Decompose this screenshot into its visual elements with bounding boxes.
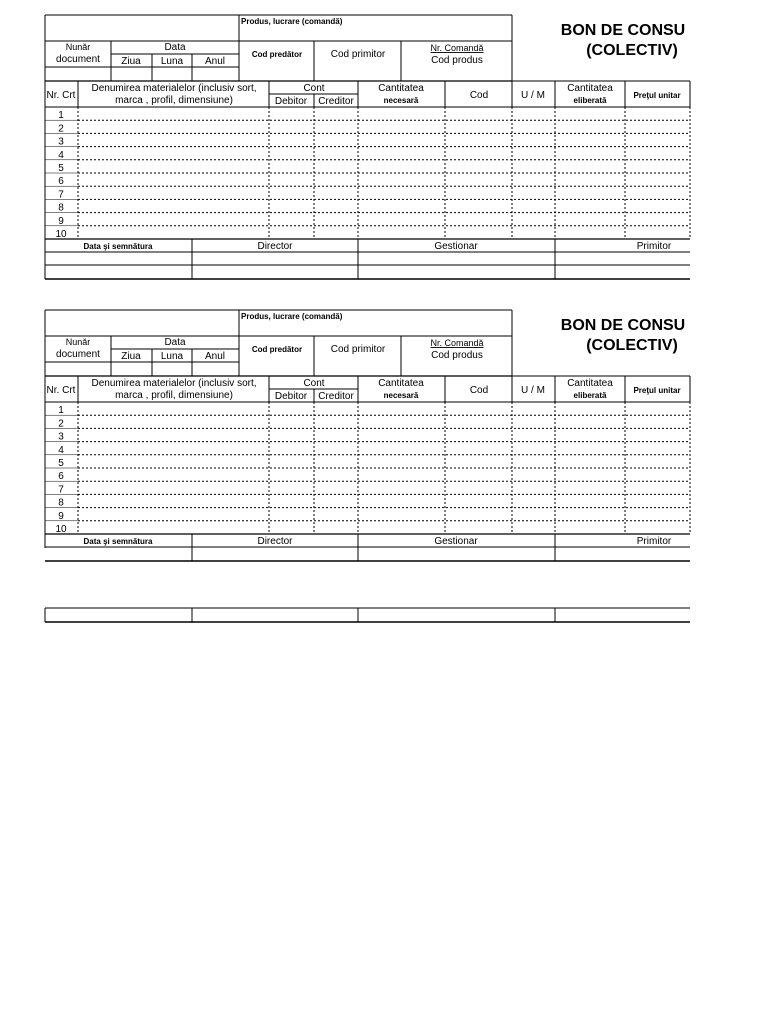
form2-unit-price-header: Preţul unitar [633, 386, 681, 395]
form1-unit-price-header: Preţul unitar [633, 91, 681, 100]
form1-code-header: Cod [469, 90, 489, 101]
form2-qty-released-header: Cantitatea [567, 378, 613, 389]
form1-day-label: Ziua [121, 56, 141, 67]
form1-manager-label: Gestionar [434, 241, 478, 252]
form2-date-signature-label: Data şi semnătura [83, 537, 153, 546]
form1-year-label: Anul [204, 56, 226, 67]
form2-product-label: Produs, lucrare (comandă) [241, 312, 343, 321]
form2-qty-needed-header: Cantitatea [378, 378, 424, 389]
form2-row-number: 6 [58, 471, 64, 483]
consumption-voucher-form-1 [45, 15, 690, 279]
form2-unit-header: U / M [521, 385, 545, 396]
form1-receiver-code-label: Cod primitor [330, 49, 386, 60]
form2-row-number: 5 [58, 458, 64, 469]
form1-qty-needed-header: Cantitatea [378, 83, 424, 94]
form2-row-number: 2 [58, 418, 64, 430]
form2-debit-header: Debitor [274, 391, 308, 402]
form1-row-number: 4 [58, 149, 64, 161]
form2-row-number: 1 [58, 405, 64, 417]
form2-row-number: 10 [55, 524, 67, 535]
form1-row-number: 7 [58, 189, 64, 201]
form1-qty-needed-header-2: necesară [383, 96, 419, 105]
form1-row-number: 1 [58, 110, 64, 122]
form1-sender-code-label: Cod predător [251, 50, 303, 59]
form2-sender-code-label: Cod predător [251, 345, 303, 354]
form2-row-number-header: Nr. Crt [46, 385, 76, 396]
form1-recipient-label: Primitor [636, 241, 672, 252]
form1-row-number: 10 [55, 229, 67, 240]
form1-product-label: Produs, lucrare (comandă) [241, 17, 343, 26]
form2-day-label: Ziua [121, 351, 141, 362]
form2-materials-header: Denumirea materialelor (inclusiv sort, [91, 378, 257, 389]
form1-title-line-2: (COLECTIV) [586, 42, 678, 59]
form2-date-label: Data [164, 337, 186, 348]
form2-year-label: Anul [204, 351, 226, 362]
form1-row-number: 8 [58, 202, 64, 214]
form1-product-code-label: Cod produs [431, 55, 483, 66]
form1-title-line-1: BON DE CONSU [560, 22, 686, 39]
form1-director-label: Director [257, 241, 293, 252]
form2-director-label: Director [257, 536, 293, 547]
form2-order-number-label: Nr. Comandă [430, 338, 484, 348]
footer-strip [45, 608, 690, 622]
form2-title-line-2: (COLECTIV) [586, 337, 678, 354]
form1-row-number: 6 [58, 176, 64, 188]
form1-date-signature-label: Data şi semnătura [83, 242, 153, 251]
form2-qty-needed-header-2: necesară [383, 391, 419, 400]
form2-receiver-code-label: Cod primitor [330, 344, 386, 355]
consumption-voucher-form-2 [45, 310, 690, 561]
form2-credit-header: Creditor [318, 391, 354, 402]
form1-qty-released-header: Cantitatea [567, 83, 613, 94]
form2-doc-number-label: Nunăr [65, 337, 91, 347]
form2-materials-header-2: marca , profil, dimensiune) [115, 390, 233, 401]
form2-account-header: Cont [303, 378, 325, 389]
form1-doc-number-label-2: document [56, 54, 100, 65]
form2-row-number: 3 [58, 431, 64, 443]
form2-qty-released-header-2: eliberată [573, 391, 607, 400]
form1-row-number: 9 [58, 215, 64, 227]
form1-month-label: Luna [160, 56, 184, 67]
form2-manager-label: Gestionar [434, 536, 478, 547]
form2-row-number: 4 [58, 444, 64, 456]
form1-date-label: Data [164, 42, 186, 53]
form1-row-number-header: Nr. Crt [46, 90, 76, 101]
form1-unit-header: U / M [521, 90, 545, 101]
form2-title-line-1: BON DE CONSU [560, 317, 686, 334]
form2-row-number: 9 [58, 510, 64, 522]
form1-row-number: 2 [58, 123, 64, 135]
form2-row-number: 8 [58, 497, 64, 509]
form1-qty-released-header-2: eliberată [573, 96, 607, 105]
form1-row-number: 5 [58, 163, 64, 174]
form1-doc-number-label: Nunăr [65, 42, 91, 52]
form2-code-header: Cod [469, 385, 489, 396]
form1-credit-header: Creditor [318, 96, 354, 107]
form2-recipient-label: Primitor [636, 536, 672, 547]
form1-materials-header-2: marca , profil, dimensiune) [115, 95, 233, 106]
form1-debit-header: Debitor [274, 96, 308, 107]
form1-account-header: Cont [303, 83, 325, 94]
form2-month-label: Luna [160, 351, 184, 362]
form2-doc-number-label-2: document [56, 349, 100, 360]
form2-product-code-label: Cod produs [431, 350, 483, 361]
form2-row-number: 7 [58, 484, 64, 496]
form1-row-number: 3 [58, 136, 64, 148]
form1-materials-header: Denumirea materialelor (inclusiv sort, [91, 83, 257, 94]
form1-order-number-label: Nr. Comandă [430, 43, 484, 53]
